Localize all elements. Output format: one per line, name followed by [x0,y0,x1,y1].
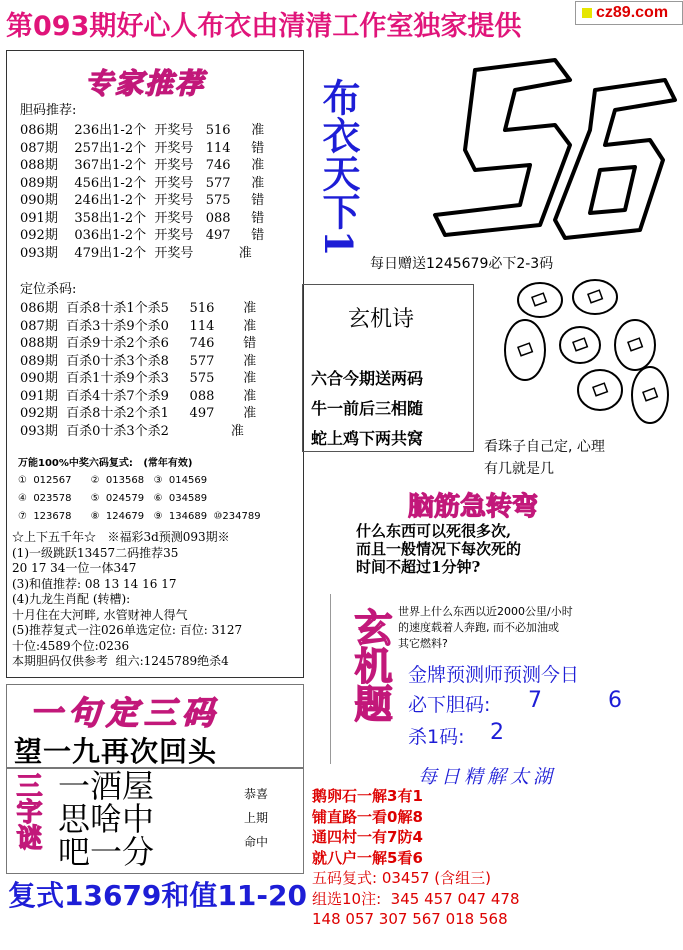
wanneng-row: ① 012567 ② 013568 ③ 014569 [18,475,208,486]
taihu-line: 组选10注: 345 457 047 478 [312,889,520,908]
yiju-title: 一句定三码 [30,694,221,732]
gold-title: 金牌预测师预测今日 [408,664,580,686]
dan-label: 胆码推荐: [20,103,77,118]
big-number-graphic [405,50,680,245]
forecast-line: (3)和值推荐: 08 13 14 16 17 [12,576,177,591]
forecast-block [12,530,242,670]
dan-row: 087期 257出1-2个 开奖号 114 错 [20,140,265,156]
must-value-a: 7 [528,688,542,713]
site-badge-label: cz89.com [596,4,669,21]
taihu-title: 每日精解太湖 [418,766,557,788]
coin-caption-1: 看珠子自己定, 心理 [484,439,605,455]
kill-value: 2 [490,720,504,745]
congrats-line: 恭喜 [244,787,269,801]
fushi-line: 复式13679和值11-20 [8,879,307,912]
sha-list [20,300,256,440]
congrats-line: 上期 [244,811,269,825]
dan-row: 093期 479出1-2个 开奖号 准 [20,245,252,261]
congrats-line: 命中 [244,835,269,849]
kill-label: 杀1码: [408,726,465,748]
forecast-line: (5)推荐复式一注026单选定位: 百位: 3127 [12,623,243,637]
sanzi-line: 吧一分 [58,833,155,871]
sha-row: 092期 百杀8十杀2个杀1 497 准 [20,406,257,421]
dan-row: 086期 236出1-2个 开奖号 516 准 [20,123,265,138]
forecast-line: (1)一级跳跃13457二码推荐35 [12,545,179,560]
coins-graphic [485,275,675,435]
expert-heading: 专家推荐 [85,67,206,100]
big-number-56 [405,50,680,245]
xuanji-vertical: 玄机题 [348,608,392,722]
sanzi-vertical: 三字谜 [12,772,42,850]
wanneng-list [18,472,261,526]
forecast-line: 20 17 34一位一体347 [12,561,137,575]
dan-row: 091期 358出1-2个 开奖号 088 错 [20,210,265,226]
sha-row: 091期 百杀4十杀7个杀9 088 准 [20,388,257,404]
poem-line: 六合今期送两码 [311,369,424,388]
forecast-line: 本期胆码仅供参考 组六:1245789绝杀4 [12,654,229,668]
coins-image [485,275,675,435]
page-title: 第093期好心人布衣由清清工作室独家提供 [6,11,522,42]
sanzi-lines [58,767,155,871]
dan-row: 092期 036出1-2个 开奖号 497 错 [20,228,265,243]
brain-title: 脑筋急转弯 [408,492,539,522]
site-badge[interactable] [575,1,683,25]
congrats [244,782,268,854]
sha-row: 090期 百杀1十杀9个杀3 575 准 [20,371,257,386]
xuanji-question: 世界上什么东西以近2000公里/小时 的速度载着人奔跑, 而不必加油或 其它燃料? [398,605,573,650]
sanzi-line: 思啥中 [58,800,155,838]
taihu-line: 就八户一解5看6 [312,848,423,867]
forecast-line: 十位:4589个位:0236 [12,638,130,653]
buyi-vertical: 布衣天下1 [316,78,361,257]
poem-line: 蛇上鸡下两共窝 [311,429,424,448]
sha-row: 088期 百杀9十杀2个杀6 746 错 [20,336,257,351]
sha-row: 087期 百杀3十杀9个杀0 114 准 [20,318,257,334]
taihu-line: 148 057 307 567 018 568 [312,910,508,928]
brain-question: 什么东西可以死很多次, 而且一般情况下每次死的 时间不超过1分钟? [356,522,522,576]
sha-label: 定位杀码: [20,282,77,297]
dan-list [20,122,264,262]
coin-caption-2: 有几就是几 [484,461,554,477]
dan-row: 090期 246出1-2个 开奖号 575 错 [20,193,265,208]
poem-line: 牛一前后三相随 [311,399,424,418]
poem-lines [311,364,423,454]
badge-square-icon [582,8,592,18]
must-label: 必下胆码: [408,694,491,716]
forecast-line: (4)九龙生肖配 (转槽): [12,592,131,606]
taihu-line: 鹅卵石一解3有1 [312,787,423,805]
wanneng-row: ⑦ 123678 ⑧ 124679 ⑨ 134689 ⑩234789 [18,511,261,522]
taihu-answers [312,786,520,930]
forecast-line: 十月住在大河畔, 水管财神人得气 [12,607,188,622]
forecast-line: ☆上下五千年☆ ※福彩3d预测093期※ [12,530,230,544]
taihu-line: 铺直路一看0解8 [312,807,423,826]
sanzi-line: 一酒屋 [58,767,155,805]
dan-row: 089期 456出1-2个 开奖号 577 准 [20,175,265,191]
poem-title: 玄机诗 [348,307,415,332]
yiju-phrase: 望一九再次回头 [14,735,218,768]
sha-row: 093期 百杀0十杀3个杀2 准 [20,423,244,439]
dan-row: 088期 367出1-2个 开奖号 746 准 [20,158,265,173]
wanneng-row: ④ 023578 ⑤ 024579 ⑥ 034589 [18,493,208,504]
sha-row: 089期 百杀0十杀3个杀8 577 准 [20,353,257,369]
gift-text: 每日赠送1245679必下2-3码 [370,256,554,272]
taihu-line: 通四村一有7防4 [312,828,423,846]
must-value-b: 6 [608,688,622,713]
taihu-line: 五码复式: 03457 (含组三) [312,869,492,887]
sha-row: 086期 百杀8十杀1个杀5 516 准 [20,301,257,316]
wanneng-label: 万能100%中奖六码复式: (常年有效) [18,458,193,469]
